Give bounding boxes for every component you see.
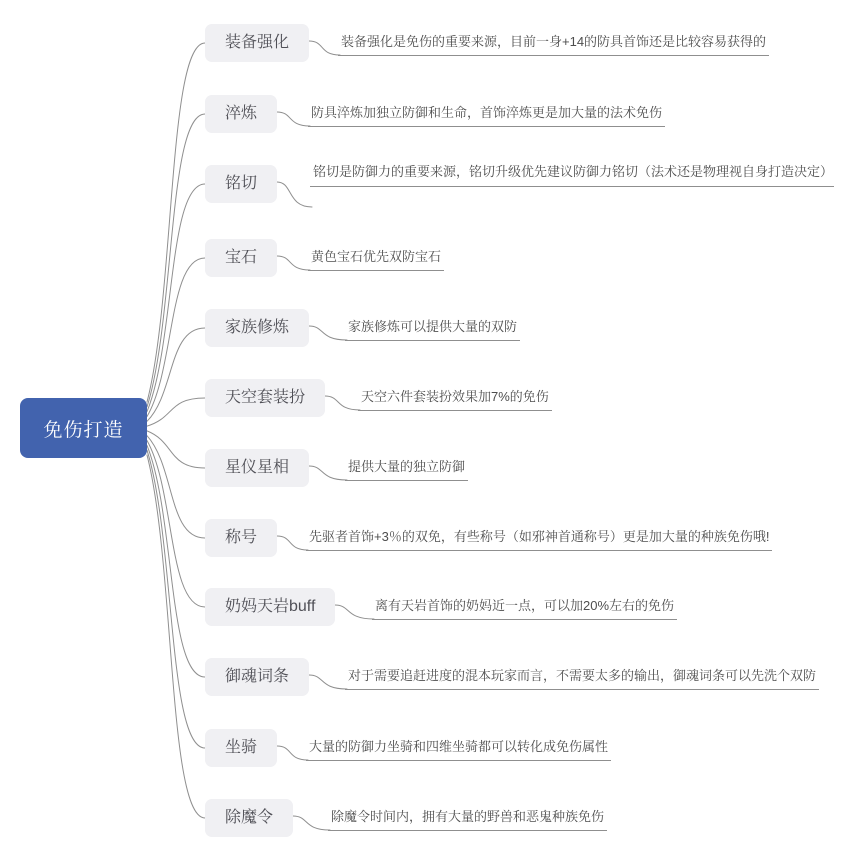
branch-note[interactable]: 装备强化是免伤的重要来源，目前一身+14的防具首饰还是比较容易获得的 (338, 32, 769, 56)
branch-note[interactable]: 离有天岩首饰的奶妈近一点，可以加20%左右的免伤 (372, 596, 677, 620)
branch-node[interactable] (205, 379, 325, 417)
branch-node-label: 装备强化 (225, 34, 290, 51)
branch-node-label: 称号 (225, 529, 258, 546)
branch-note[interactable]: 先驱者首饰+3％的双免，有些称号（如邪神首通称号）更是加大量的种族免伤哦! (306, 527, 772, 551)
branch-node-label: 淬炼 (225, 105, 258, 122)
branch-node[interactable] (205, 449, 309, 487)
branch-node-label: 奶妈天岩buff (225, 598, 316, 615)
branch-note[interactable]: 对于需要追赶进度的混本玩家而言，不需要太多的输出，御魂词条可以先洗个双防 (345, 666, 819, 690)
branch-node-label: 铭切 (225, 175, 258, 192)
branch-note[interactable]: 除魔令时间内，拥有大量的野兽和恶鬼种族免伤 (328, 807, 607, 831)
branch-node-label: 宝石 (225, 249, 258, 266)
branch-node[interactable] (205, 309, 309, 347)
branch-node[interactable] (205, 799, 293, 837)
branch-note[interactable]: 天空六件套装扮效果加7%的免伤 (358, 387, 552, 411)
branch-node[interactable] (205, 729, 277, 767)
branch-note[interactable]: 提供大量的独立防御 (345, 457, 468, 481)
branch-node[interactable] (205, 588, 335, 626)
branch-node-label: 御魂词条 (225, 668, 290, 685)
branch-node-label: 天空套装扮 (225, 389, 306, 406)
root-node-label: 免伤打造 (43, 419, 124, 441)
branch-node[interactable] (205, 658, 309, 696)
branch-node-label: 家族修炼 (225, 319, 290, 336)
branch-node[interactable] (205, 165, 277, 203)
root-node[interactable] (20, 398, 147, 458)
branch-note[interactable]: 黄色宝石优先双防宝石 (308, 247, 444, 271)
branch-node[interactable] (205, 95, 277, 133)
branch-node-label: 除魔令 (225, 809, 274, 826)
branch-node[interactable] (205, 519, 277, 557)
branch-node[interactable] (205, 24, 309, 62)
branch-node[interactable] (205, 239, 277, 277)
branch-note[interactable]: 防具淬炼加独立防御和生命，首饰淬炼更是加大量的法术免伤 (308, 103, 665, 127)
branch-note[interactable]: 铭切是防御力的重要来源，铭切升级优先建议防御力铭切（法术还是物理视自身打造决定） (310, 161, 834, 187)
branch-node-label: 坐骑 (225, 739, 258, 756)
branch-node-label: 星仪星相 (225, 459, 290, 476)
branch-note[interactable]: 家族修炼可以提供大量的双防 (345, 317, 520, 341)
branch-note[interactable]: 大量的防御力坐骑和四维坐骑都可以转化成免伤属性 (306, 737, 611, 761)
